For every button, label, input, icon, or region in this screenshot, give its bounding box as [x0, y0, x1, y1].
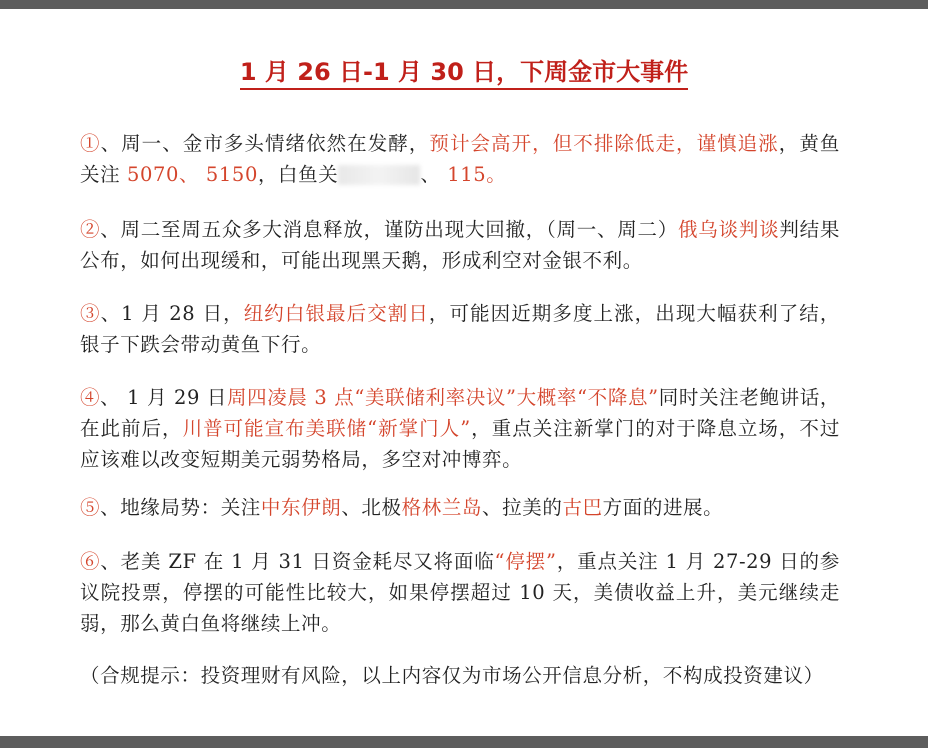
top-frame-bar	[0, 0, 928, 9]
event-item-4: ④、 1 月 29 日周四凌晨 3 点“美联储利率决议”大概率“不降息”同时关注老鲍讲话，在此前后，川普可能宣布美联储“新掌门人”，重点关注新掌门的对于降息立场，不过应该难以改变短期美元弱势格局，多空对冲博弈。	[80, 386, 841, 471]
body-text: 判结果公布，如何出现缓和，可能出现黑天鹅，形成利空对金银不利。	[80, 218, 840, 272]
body-text: ，重点关注新掌门的对于降息立场，不过应该难以改变短期美元弱势格局，多空对冲博弈。	[80, 417, 840, 471]
body-text: 、周二至周五众多大消息释放，谨防出现大回撤，（周一、周二）	[100, 218, 679, 241]
highlight-text: 古巴	[562, 496, 603, 519]
highlight-text: 预计会高开，但不排除低走，谨慎追涨	[429, 132, 779, 155]
body-text: 方面的进展。	[602, 496, 724, 519]
body-text: 、周一、金市多头情绪依然在发酵，	[100, 132, 430, 155]
body-text: 、拉美的	[482, 496, 563, 519]
highlight-text: 川普可能宣布美联储“新掌门人”	[182, 417, 471, 440]
highlight-text: “停摆”	[494, 550, 557, 573]
body-text: 、地缘局势：关注	[100, 496, 261, 519]
body-text: 、	[420, 163, 448, 186]
body-text: 、1 月 28 日，	[100, 302, 244, 325]
body-text: ，可能因近期多度上涨，出现大幅获利了结，银子下跌会带动黄鱼下行。	[80, 302, 840, 356]
compliance-disclaimer: （合规提示：投资理财有风险，以上内容仅为市场公开信息分析，不构成投资建议）	[80, 664, 824, 687]
highlight-text: 俄乌谈判谈	[678, 218, 780, 241]
body-text: 、 1 月 29 日	[100, 386, 227, 409]
event-item-5: ⑤、地缘局势：关注中东伊朗、北极格林兰岛、拉美的古巴方面的进展。	[80, 496, 724, 519]
event-item-2: ②、周二至周五众多大消息释放，谨防出现大回撤，（周一、周二）俄乌谈判谈判结果公布，如何出现缓和，可能出现黑天鹅，形成利空对金银不利。	[80, 218, 840, 272]
highlight-text: 格林兰岛	[401, 496, 483, 519]
event-item-3: ③、1 月 28 日，纽约白银最后交割日，可能因近期多度上涨，出现大幅获利了结，银子下跌会带动黄鱼下行。	[80, 302, 840, 356]
highlight-text: 115。	[447, 163, 507, 186]
page-title: 1 月 26 日-1 月 30 日，下周金市大事件	[0, 52, 928, 87]
body-text: ，白鱼关	[257, 163, 339, 186]
redacted-blur	[338, 165, 420, 185]
body-text: 同时关注老鲍讲话，在此前后，	[80, 386, 841, 440]
highlight-text: 周四凌晨 3 点“美联储利率决议”大概率“不降息”	[226, 386, 659, 409]
body-text: 、老美 ZF 在 1 月 31 日资金耗尽又将面临	[100, 550, 495, 573]
bottom-frame-bar	[0, 736, 928, 748]
event-item-1: ①、周一、金市多头情绪依然在发酵，预计会高开，但不排除低走，谨慎追涨，黄鱼关注 5070、 5150，白鱼关 、 115。	[80, 132, 841, 186]
event-item-6: ⑥、老美 ZF 在 1 月 31 日资金耗尽又将面临“停摆”，重点关注 1 月 27-29 日的参议院投票，停摆的可能性比较大，如果停摆超过 10 天，美债收益上升，美元继续走弱，那么黄白鱼将继续上冲。	[80, 550, 840, 635]
body-text: ，黄鱼关注	[80, 132, 841, 186]
body-text: 、北极	[341, 496, 402, 519]
highlight-text: 5070、 5150	[127, 163, 258, 186]
body-text: ，重点关注 1 月 27-29 日的参议院投票，停摆的可能性比较大，如果停摆超过 10 天，美债收益上升，美元继续走弱，那么黄白鱼将继续上冲。	[80, 550, 840, 635]
highlight-text: 中东伊朗	[260, 496, 342, 519]
highlight-text: 纽约白银最后交割日	[243, 302, 429, 325]
